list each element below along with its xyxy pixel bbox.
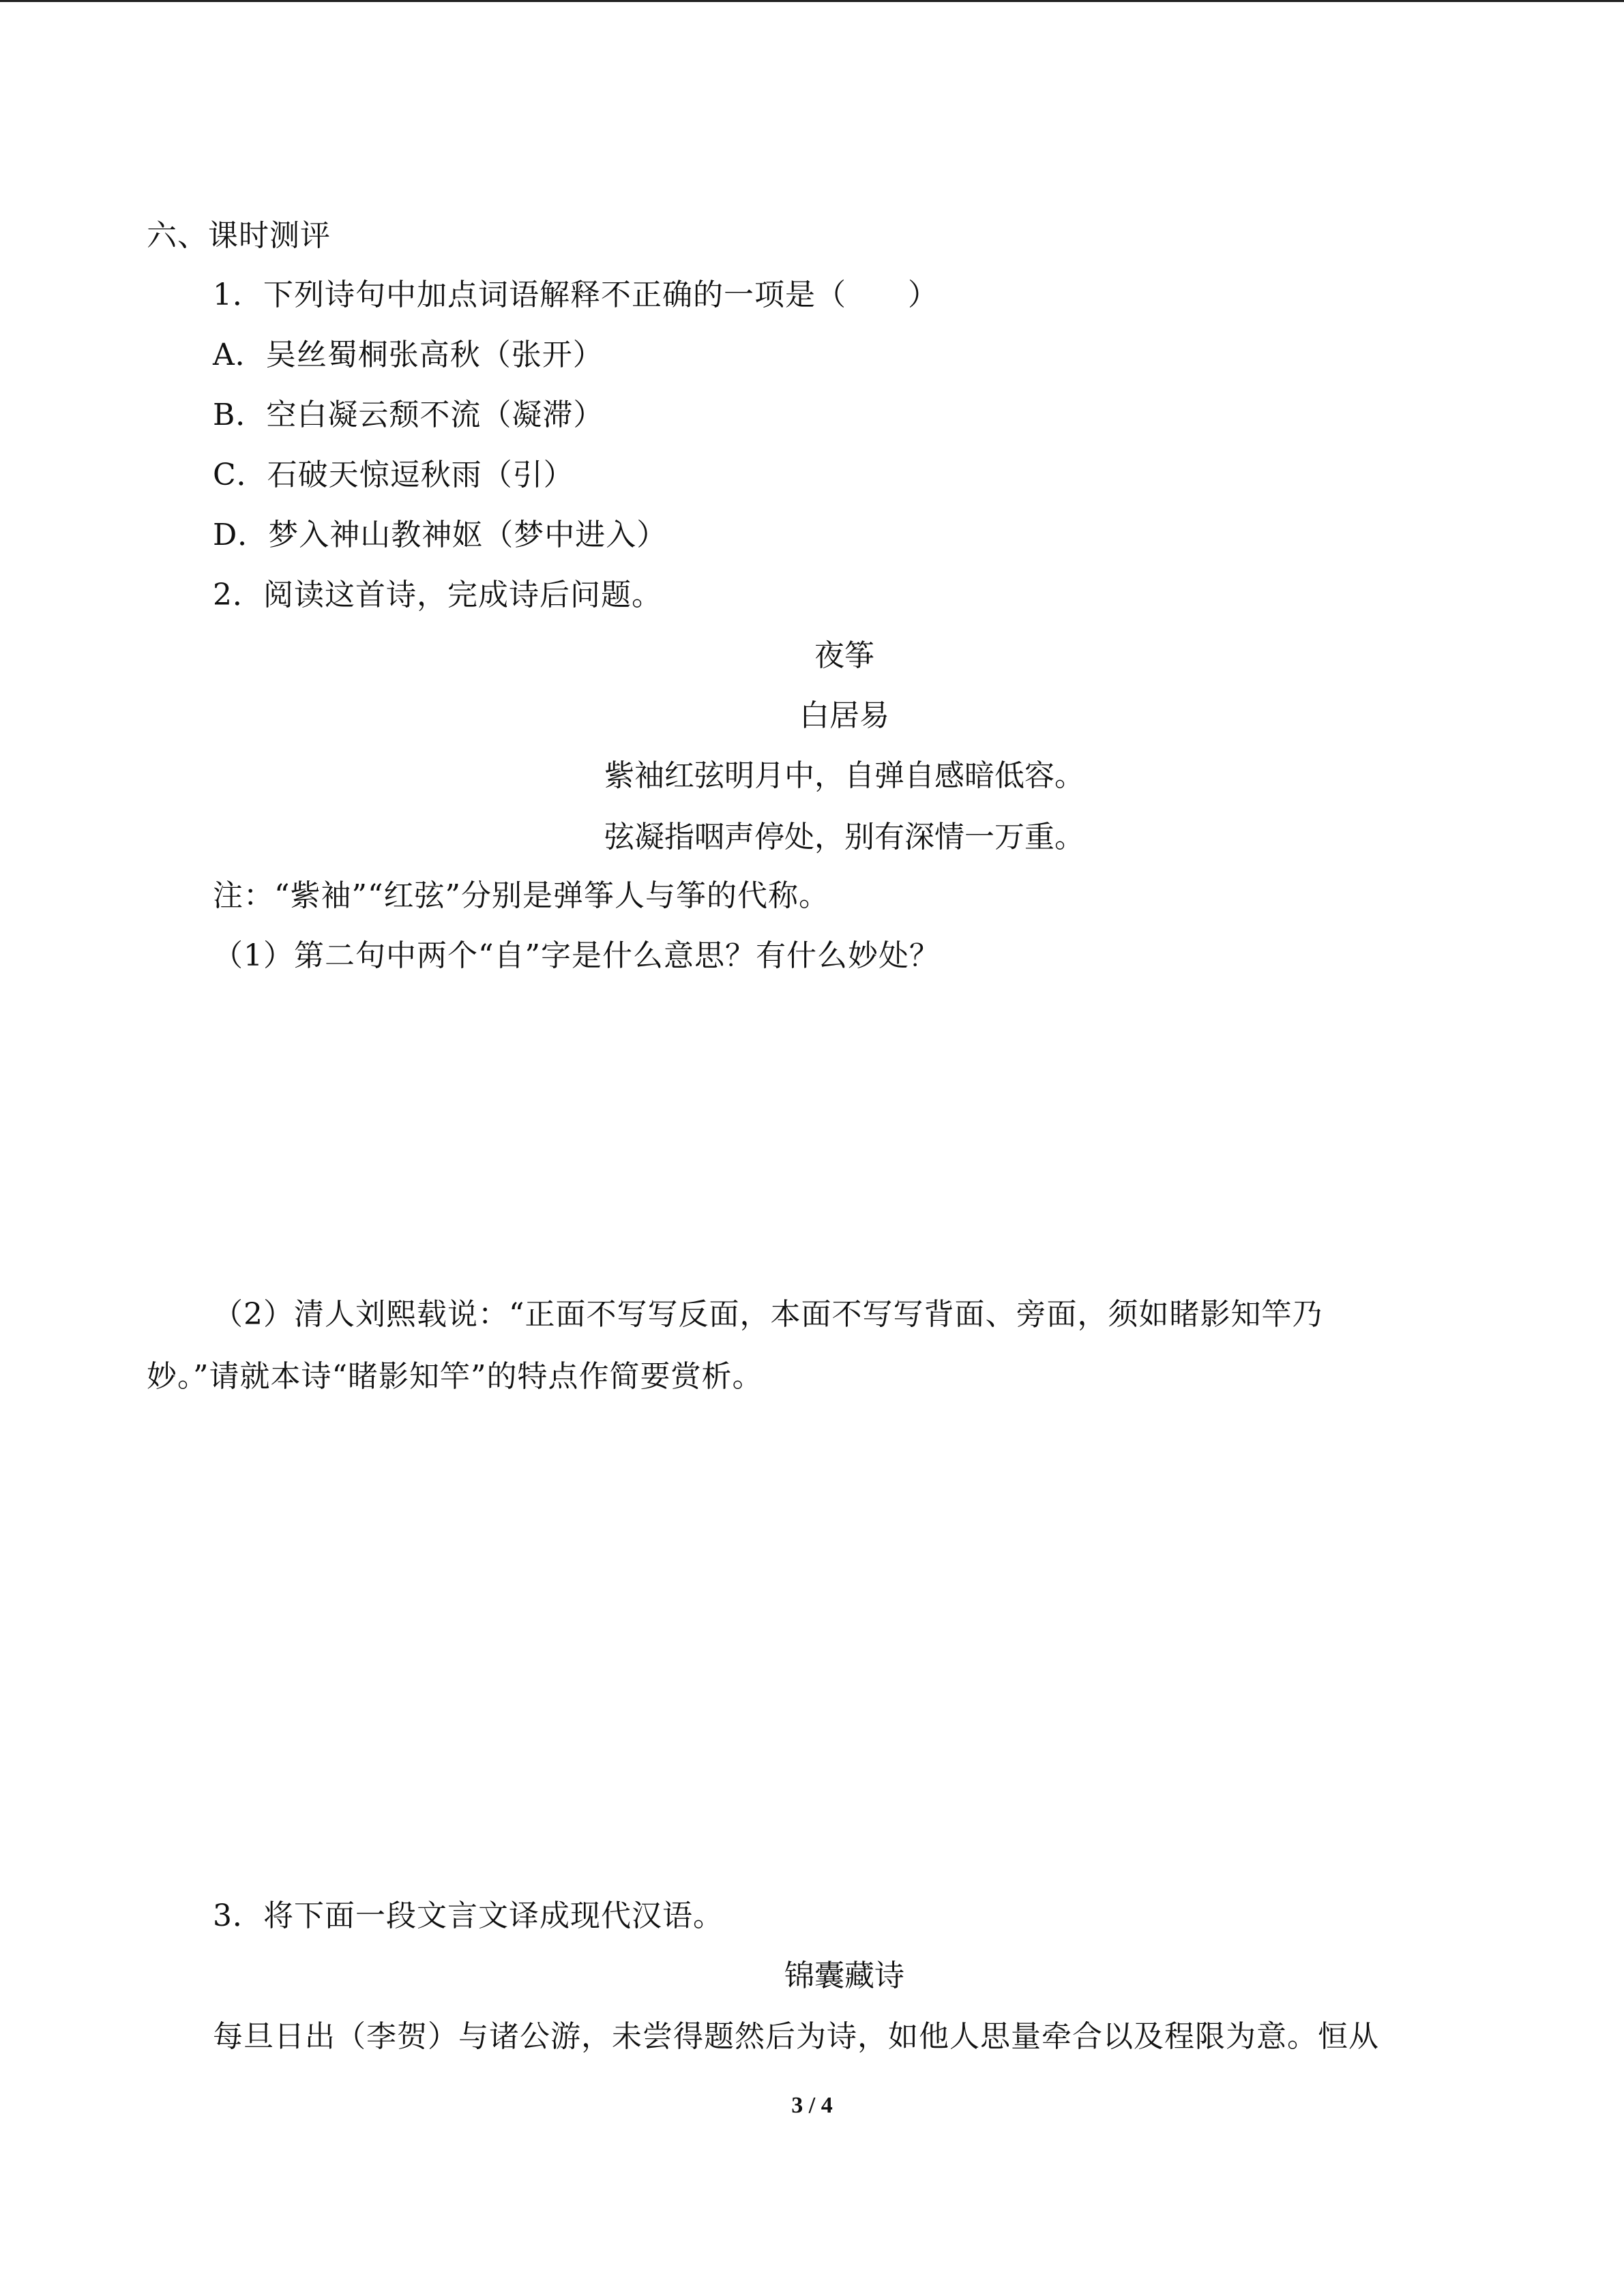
q3-stem: 3．将下面一段文言文译成现代汉语。 [213,1898,724,1933]
page-number: 3 / 4 [791,2093,833,2118]
poem-note: 注：“紫袖”“红弦”分别是弹筝人与筝的代称。 [213,878,829,913]
q2-subquestion-2-line-1: （2）清人刘熙载说：“正面不写写反面，本面不写写背面、旁面，须如睹影知竿乃 [213,1297,1323,1332]
q2-subquestion-1: （1）第二句中两个“自”字是什么意思？有什么妙处？ [213,938,940,973]
q1-option-c: C．石破天惊逗秋雨（引） [213,458,574,492]
poem-line-1: 紫袖红弦明月中，自弹自感暗低容。 [604,758,1084,793]
q3-passage-line-1: 每旦日出（李贺）与诸公游，未尝得题然后为诗，如他人思量牵合以及程限为意。恒从 [213,2019,1379,2054]
q3-passage-title: 锦囊藏诗 [784,1958,904,1993]
poem-author: 白居易 [799,698,889,733]
q1-option-a: A．吴丝蜀桐张高秋（张开） [213,338,604,372]
poem-title: 夜筝 [814,638,874,673]
page-top-border [0,0,1624,2]
q2-subquestion-2-line-2: 妙。”请就本诗“睹影知竿”的特点作简要赏析。 [147,1359,763,1394]
q1-stem: 1．下列诗句中加点词语解释不正确的一项是（ ） [213,278,939,312]
poem-line-2: 弦凝指咽声停处，别有深情一万重。 [604,820,1084,854]
section-heading: 六、课时测评 [147,218,331,253]
q2-stem: 2．阅读这首诗，完成诗后问题。 [213,578,662,612]
q1-option-d: D．梦入神山教神妪（梦中进入） [213,518,668,552]
q1-option-b: B．空白凝云颓不流（凝滞） [213,398,604,432]
